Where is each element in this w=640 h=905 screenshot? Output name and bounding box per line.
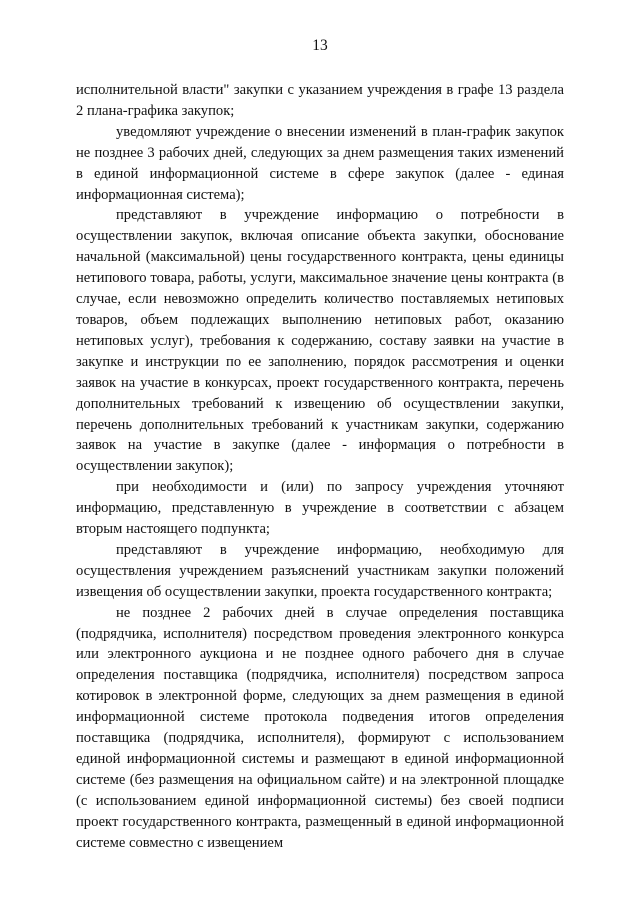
paragraph-4: при необходимости и (или) по запросу учреждения уточняют информацию, представленную в учреждение в соответствии с абзацем вторым настоящего подпункта; <box>76 479 564 538</box>
body-text <box>76 80 564 854</box>
paragraph-2: уведомляют учреждение о внесении изменений в план-график закупок не позднее 3 рабочих дней, следующих за днем размещения таких изменений в единой информационной системе в сфере закупок (далее - единая информационная система); <box>76 123 564 203</box>
paragraph-3: представляют в учреждение информацию о потребности в осуществлении закупок, включая описание объекта закупки, обоснование начальной (максимальной) цены государственного контракта, цены единицы нетипового товара, работы, услуги, максимальное значение цены контракта (в случае, если невозможно определить количество поставляемых нетиповых товаров, объем подлежащих выполнению нетиповых работ, оказанию нетиповых услуг), требования к содержанию, составу заявки на участие в закупке и инструкции по ее заполнению, порядок рассмотрения и оценки заявок на участие в конкурсах, проект государственного контракта, перечень дополнительных требований к извещению об осуществлении закупки, перечень дополнительных требований к участникам закупки, содержанию заявок на участие в закупке (далее - информация о потребности в осуществлении закупок); <box>76 207 564 475</box>
paragraph-1: исполнительной власти" закупки с указанием учреждения в графе 13 раздела 2 плана-графика закупок; <box>76 82 564 119</box>
paragraph-6: не позднее 2 рабочих дней в случае определения поставщика (подрядчика, исполнителя) посредством проведения электронного конкурса или электронного аукциона и не позднее одного рабочего дня в случае определения поставщика (подрядчика, исполнителя) посредством запроса котировок в электронной форме, следующих за днем размещения в единой информационной системе протокола подведения итогов определения поставщика (подрядчика, исполнителя), формируют с использованием единой информационной системы и размещают в единой информационной системе (без размещения на официальном сайте) и на электронной площадке (с использованием единой информационной системы) без своей подписи проект государственного контракта, размещенный в единой информационной системе совместно с извещением <box>76 604 564 851</box>
paragraph-5: представляют в учреждение информацию, необходимую для осуществления учреждением разъяснений участникам закупки положений извещения об осуществлении закупки, проекта государственного контракта; <box>76 541 564 600</box>
page-number: 13 <box>312 37 328 54</box>
